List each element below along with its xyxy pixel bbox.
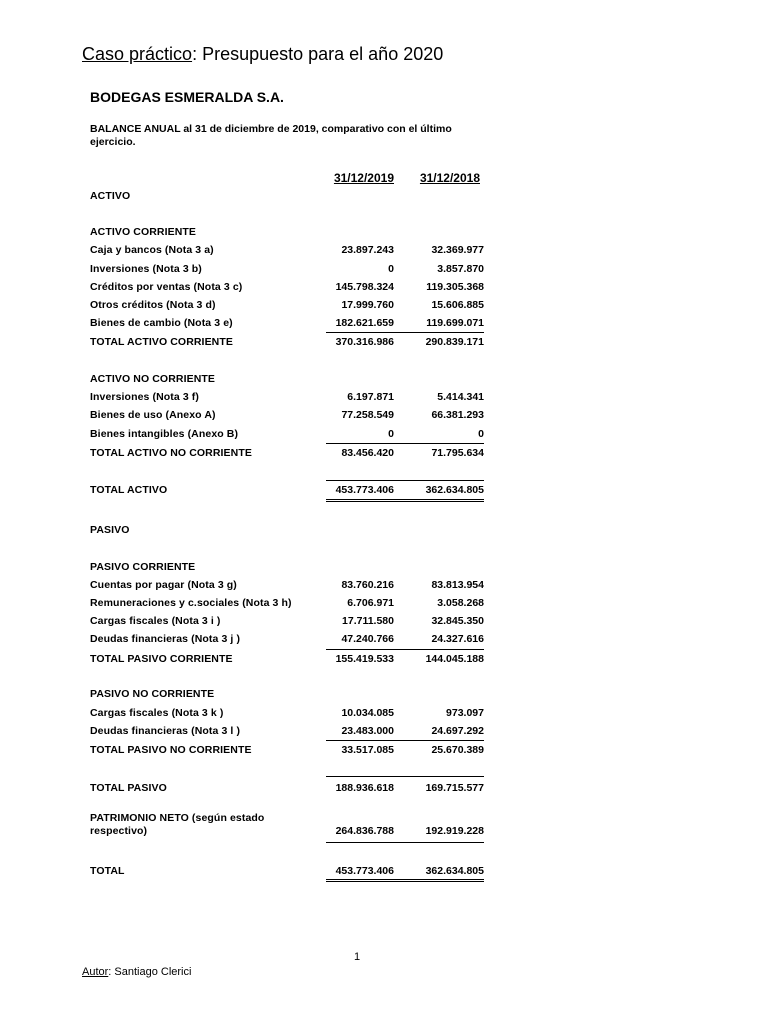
page-number: 1 bbox=[354, 951, 361, 963]
double-underline bbox=[326, 499, 484, 500]
table-row: Cargas fiscales (Nota 3 k ) 10.034.085 973.097 bbox=[90, 707, 484, 719]
author-label: Autor bbox=[82, 966, 109, 978]
table-row: Cuentas por pagar (Nota 3 g) 83.760.216 83.813.954 bbox=[90, 579, 484, 591]
double-underline bbox=[326, 501, 484, 502]
table-row: Créditos por ventas (Nota 3 c) 145.798.324 119.305.368 bbox=[90, 281, 484, 293]
subtotal-rule bbox=[326, 443, 484, 444]
document-title bbox=[82, 44, 443, 65]
balance-subtitle: BALANCE ANUAL al 31 de diciembre de 2019, comparativo con el último ejercicio. bbox=[90, 123, 452, 148]
grand-total-row: TOTAL ACTIVO 453.773.406 362.634.805 bbox=[90, 484, 484, 496]
total-row: TOTAL ACTIVO NO CORRIENTE 83.456.420 71.795.634 bbox=[90, 447, 484, 459]
total-rule-top bbox=[326, 480, 484, 481]
subsection-heading: ACTIVO NO CORRIENTE bbox=[90, 373, 215, 385]
subtotal-rule bbox=[326, 740, 484, 741]
grand-total-row: TOTAL 453.773.406 362.634.805 bbox=[90, 865, 484, 877]
section-heading: PASIVO bbox=[90, 524, 130, 536]
total-row: TOTAL PASIVO NO CORRIENTE 33.517.085 25.670.389 bbox=[90, 744, 484, 756]
table-row: Bienes intangibles (Anexo B) 0 0 bbox=[90, 428, 484, 440]
table-row: Caja y bancos (Nota 3 a) 23.897.243 32.369.977 bbox=[90, 244, 484, 256]
double-underline bbox=[326, 879, 484, 880]
table-row: Deudas financieras (Nota 3 j ) 47.240.766 24.327.616 bbox=[90, 633, 484, 645]
section-heading: ACTIVO bbox=[90, 190, 131, 202]
author-name: : Santiago Clerici bbox=[108, 966, 192, 978]
table-row: Deudas financieras (Nota 3 l ) 23.483.000 24.697.292 bbox=[90, 725, 484, 737]
table-row: Remuneraciones y c.sociales (Nota 3 h) 6.706.971 3.058.268 bbox=[90, 597, 484, 609]
author-line bbox=[82, 966, 191, 978]
total-row: TOTAL ACTIVO CORRIENTE 370.316.986 290.839.171 bbox=[90, 336, 484, 348]
table-row: Bienes de cambio (Nota 3 e) 182.621.659 119.699.071 bbox=[90, 317, 484, 329]
equity-row: PATRIMONIO NETO (según estado respectivo) 264.836.788 192.919.228 bbox=[90, 812, 484, 837]
title-rest: : Presupuesto para el año 2020 bbox=[192, 44, 444, 64]
total-row: TOTAL PASIVO 188.936.618 169.715.577 bbox=[90, 782, 484, 794]
table-row: Cargas fiscales (Nota 3 i ) 17.711.580 32.845.350 bbox=[90, 615, 484, 627]
double-underline bbox=[326, 881, 484, 882]
subtotal-rule bbox=[326, 649, 484, 650]
company-name: BODEGAS ESMERALDA S.A. bbox=[90, 89, 284, 105]
column-header-2018: 31/12/2018 bbox=[419, 171, 480, 185]
subsection-heading: PASIVO CORRIENTE bbox=[90, 561, 196, 573]
subtotal-rule bbox=[326, 842, 484, 843]
subtotal-rule bbox=[326, 332, 484, 333]
subtotal-rule bbox=[326, 776, 484, 777]
total-row: TOTAL PASIVO CORRIENTE 155.419.533 144.045.188 bbox=[90, 653, 484, 665]
title-underlined: Caso práctico bbox=[82, 44, 193, 64]
table-row: Bienes de uso (Anexo A) 77.258.549 66.381.293 bbox=[90, 409, 484, 421]
table-row: Otros créditos (Nota 3 d) 17.999.760 15.606.885 bbox=[90, 299, 484, 311]
table-row: Inversiones (Nota 3 b) 0 3.857.870 bbox=[90, 263, 484, 275]
subsection-heading: PASIVO NO CORRIENTE bbox=[90, 688, 215, 700]
column-header-2019: 31/12/2019 bbox=[333, 171, 394, 185]
table-row: Inversiones (Nota 3 f) 6.197.871 5.414.341 bbox=[90, 391, 484, 403]
subsection-heading: ACTIVO CORRIENTE bbox=[90, 226, 197, 238]
